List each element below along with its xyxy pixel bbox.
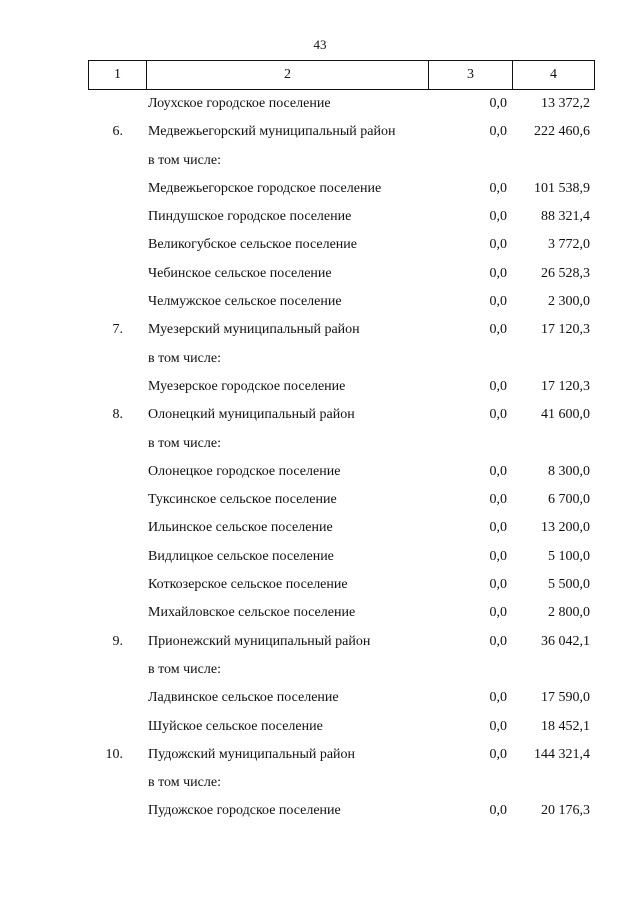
row-value-col4: 101 538,9 (534, 180, 590, 196)
table-row (88, 316, 595, 344)
row-name: Пиндушское городское поселение (148, 209, 352, 225)
table-row (88, 628, 595, 656)
row-name: в том числе: (148, 435, 221, 451)
row-name: Коткозерское сельское поселение (148, 577, 348, 593)
row-value-col3: 0,0 (489, 407, 507, 423)
table-row (88, 543, 595, 571)
row-value-col4: 144 321,4 (534, 746, 590, 762)
row-value-col3: 0,0 (489, 378, 507, 394)
table-body (88, 90, 595, 826)
table-row (88, 684, 595, 712)
row-value-col3: 0,0 (489, 180, 507, 196)
table-row (88, 656, 595, 684)
row-name: Туксинское сельское поселение (148, 492, 337, 508)
table-row (88, 288, 595, 316)
table-row (88, 345, 595, 373)
table-row (88, 458, 595, 486)
row-value-col3: 0,0 (489, 605, 507, 621)
row-name: в том числе: (148, 661, 221, 677)
row-value-col3: 0,0 (489, 322, 507, 338)
row-value-col3: 0,0 (489, 96, 507, 111)
table-header (88, 60, 595, 90)
page-number: 43 (313, 37, 327, 52)
header-col-3: 3 (428, 61, 512, 89)
row-name: Муезерское городское поселение (148, 378, 346, 394)
table-row (88, 203, 595, 231)
row-name: Медвежьегорское городское поселение (148, 180, 382, 196)
row-value-col4: 2 800,0 (548, 605, 590, 621)
row-value-col3: 0,0 (489, 237, 507, 253)
table-row (88, 797, 595, 825)
row-value-col3: 0,0 (489, 209, 507, 225)
row-value-col3: 0,0 (489, 577, 507, 593)
table-row (88, 571, 595, 599)
row-name: Чебинское сельское поселение (148, 265, 332, 281)
row-name: Ладвинское сельское поселение (148, 690, 339, 706)
row-number: 9. (112, 633, 123, 649)
row-value-col4: 17 120,3 (541, 378, 590, 394)
row-value-col4: 13 200,0 (541, 520, 590, 536)
table-row (88, 401, 595, 429)
row-value-col3: 0,0 (489, 746, 507, 762)
row-value-col4: 3 772,0 (548, 237, 590, 253)
row-value-col3: 0,0 (489, 265, 507, 281)
row-name: Челмужское сельское поселение (148, 294, 342, 310)
table-row (88, 260, 595, 288)
row-name: в том числе: (148, 350, 221, 366)
row-name: Олонецкий муниципальный район (148, 407, 355, 423)
row-value-col4: 17 590,0 (541, 690, 590, 706)
row-value-col4: 222 460,6 (534, 124, 590, 140)
row-name: Ильинское сельское поселение (148, 520, 333, 536)
row-value-col4: 5 100,0 (548, 548, 590, 564)
row-name: в том числе: (148, 775, 221, 791)
row-value-col4: 17 120,3 (541, 322, 590, 338)
row-value-col4: 8 300,0 (548, 463, 590, 479)
row-name: Медвежьегорский муниципальный район (148, 124, 396, 140)
row-value-col4: 18 452,1 (541, 718, 590, 734)
table-row (88, 486, 595, 514)
table-row (88, 769, 595, 797)
header-col-1: 1 (114, 67, 121, 82)
row-value-col3: 0,0 (489, 690, 507, 706)
row-number: 6. (112, 124, 123, 140)
row-value-col4: 36 042,1 (541, 633, 590, 649)
row-number: 10. (105, 746, 123, 762)
row-value-col3: 0,0 (489, 718, 507, 734)
row-value-col3: 0,0 (489, 520, 507, 536)
row-value-col3: 0,0 (489, 124, 507, 140)
table-row (88, 713, 595, 741)
row-name: Видлицкое сельское поселение (148, 548, 334, 564)
row-name: Пудожское городское поселение (148, 803, 341, 819)
header-col-2: 2 (146, 61, 428, 89)
row-name: Пудожский муниципальный район (148, 746, 356, 762)
row-value-col3: 0,0 (489, 803, 507, 819)
table-row (88, 373, 595, 401)
row-name: Муезерский муниципальный район (148, 322, 360, 338)
row-name: Прионежский муниципальный район (148, 633, 371, 649)
row-name: Олонецкое городское поселение (148, 463, 341, 479)
table-row (88, 90, 595, 118)
row-number: 8. (112, 407, 123, 423)
table-row (88, 514, 595, 542)
row-value-col3: 0,0 (489, 463, 507, 479)
row-value-col3: 0,0 (489, 294, 507, 310)
row-value-col4: 20 176,3 (541, 803, 590, 819)
row-name: Лоухское городское поселение (148, 96, 331, 111)
row-value-col4: 13 372,2 (541, 96, 590, 111)
row-value-col4: 2 300,0 (548, 294, 590, 310)
row-name: Михайловское сельское поселение (148, 605, 356, 621)
row-value-col4: 88 321,4 (541, 209, 590, 225)
row-value-col3: 0,0 (489, 548, 507, 564)
row-value-col3: 0,0 (489, 492, 507, 508)
row-value-col4: 5 500,0 (548, 577, 590, 593)
row-value-col4: 41 600,0 (541, 407, 590, 423)
table-row (88, 175, 595, 203)
table-row (88, 231, 595, 259)
table-row (88, 430, 595, 458)
row-value-col4: 6 700,0 (548, 492, 590, 508)
row-name: Великогубское сельское поселение (148, 237, 357, 253)
table-row (88, 147, 595, 175)
row-name: в том числе: (148, 152, 221, 168)
table-row (88, 118, 595, 146)
row-value-col3: 0,0 (489, 633, 507, 649)
row-value-col4: 26 528,3 (541, 265, 590, 281)
table-row (88, 599, 595, 627)
row-number: 7. (112, 322, 123, 338)
table-row (88, 741, 595, 769)
row-name: Шуйское сельское поселение (148, 718, 323, 734)
header-col-4: 4 (512, 61, 594, 89)
